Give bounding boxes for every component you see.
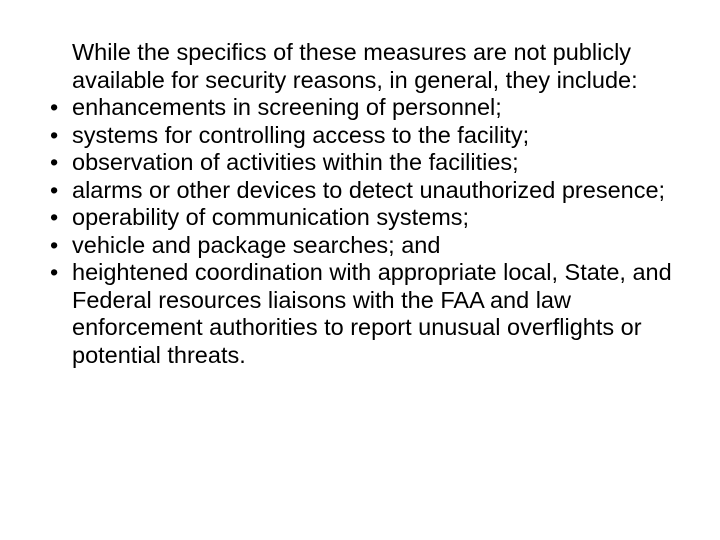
list-item (50, 259, 672, 369)
list-item (50, 232, 672, 260)
list-item-text: systems for controlling access to the facility; (72, 121, 530, 148)
bullet-icon: • (50, 259, 59, 285)
list-item (50, 204, 672, 232)
list-item (50, 177, 672, 205)
list-item-text: operability of communication systems; (72, 204, 470, 230)
slide-body (50, 39, 690, 369)
bullet-icon: • (50, 176, 59, 203)
bullet-icon: • (50, 149, 59, 175)
list-item (50, 149, 672, 177)
list-item (50, 94, 672, 122)
bullet-list (50, 94, 690, 369)
list-item-text: enhancements in screening of personnel; (72, 94, 502, 120)
bullet-icon: • (50, 231, 59, 258)
list-item-text: observation of activities within the facilities; (72, 149, 519, 175)
intro-text: While the specifics of these measures are not publicly available for security reasons, in general, they include: (72, 39, 638, 93)
list-item-text: vehicle and package searches; and (72, 231, 441, 258)
bullet-icon: • (50, 121, 59, 148)
bullet-icon: • (50, 204, 59, 230)
list-item-text: heightened coordination with appropriate local, State, and Federal resources liaisons with the FAA and law enforcement authorities to report unusual overflights or potential threats. (72, 259, 672, 368)
list-item-text: alarms or other devices to detect unauthorized presence; (72, 176, 666, 203)
bullet-icon: • (50, 94, 59, 120)
list-item (50, 122, 672, 150)
